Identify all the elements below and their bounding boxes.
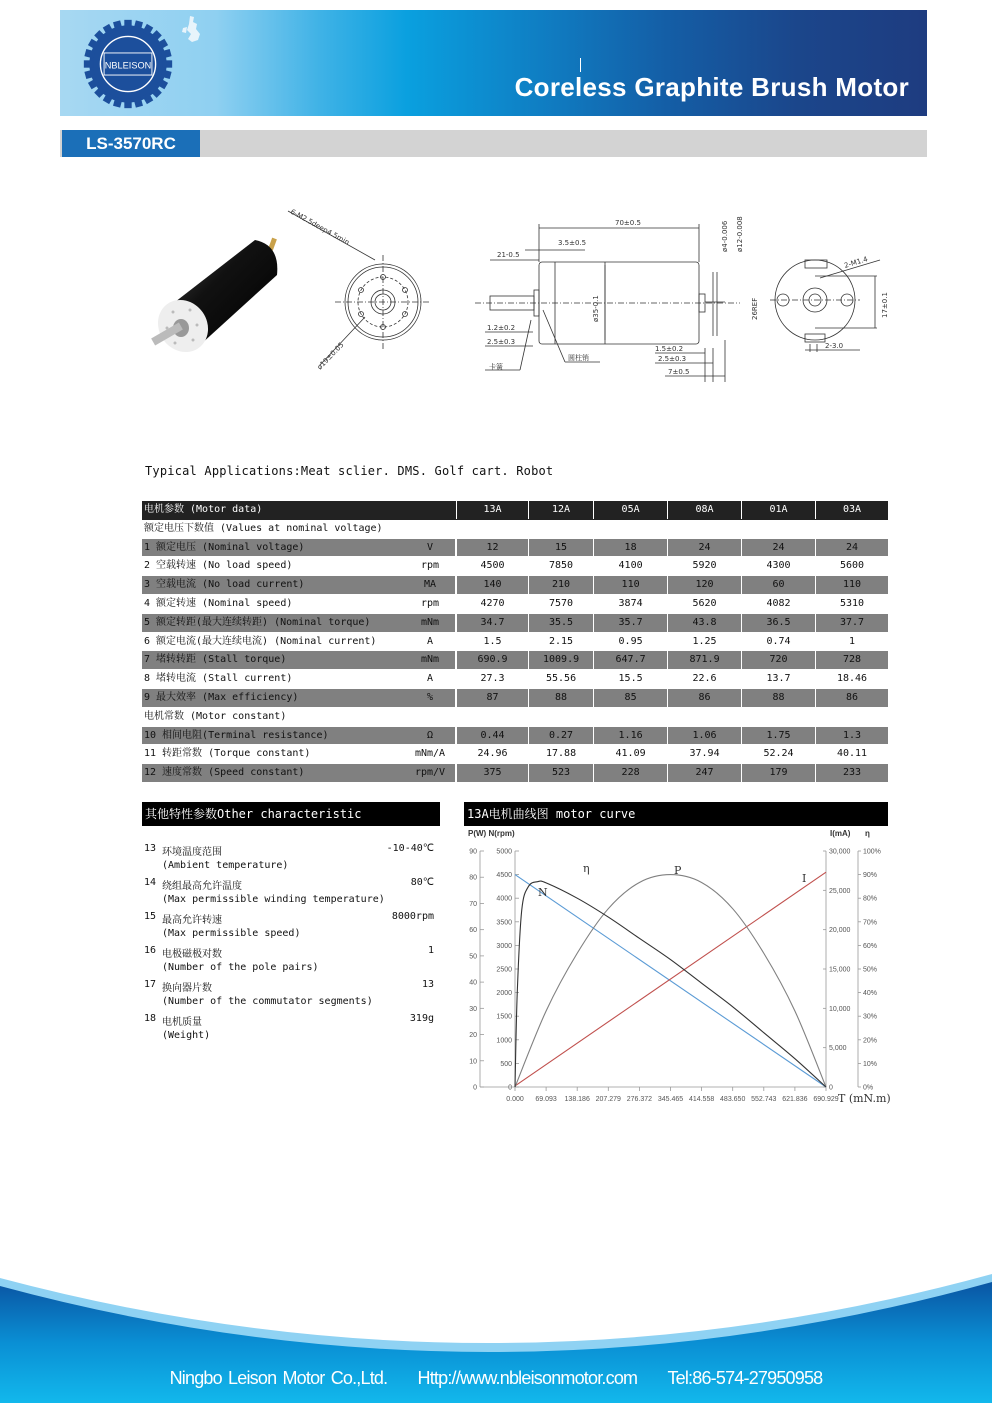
svg-text:26REF: 26REF bbox=[751, 297, 759, 320]
param-cn: 环境温度范围 bbox=[162, 847, 222, 858]
svg-text:I(mA): I(mA) bbox=[830, 829, 851, 838]
param-cn: 绕组最高允许温度 bbox=[162, 881, 242, 892]
row-label: 3 空载电流 (No load current) bbox=[144, 579, 305, 591]
svg-text:70: 70 bbox=[469, 900, 477, 908]
chart-title: 13A电机曲线图 motor curve bbox=[464, 802, 888, 826]
svg-text:90%: 90% bbox=[863, 872, 878, 880]
table-cell: 1.25 bbox=[667, 633, 741, 651]
param-item bbox=[142, 979, 440, 1013]
svg-text:10: 10 bbox=[469, 1058, 477, 1066]
table-cell: 1.5 bbox=[456, 633, 528, 651]
row-unit: mNm/A bbox=[414, 748, 446, 760]
table-cell: 0.74 bbox=[741, 633, 815, 651]
svg-text:40%: 40% bbox=[863, 990, 878, 998]
table-cell: 110 bbox=[815, 576, 888, 594]
svg-text:30%: 30% bbox=[863, 1013, 878, 1021]
param-num: 15 bbox=[144, 911, 157, 922]
svg-text:80: 80 bbox=[469, 874, 477, 882]
row-label: 4 额定转速 (Nominal speed) bbox=[144, 597, 293, 609]
svg-text:30,000: 30,000 bbox=[829, 848, 851, 856]
column-header-08a: 08A bbox=[667, 501, 741, 519]
header-divider bbox=[580, 58, 581, 72]
row-label: 电机常数 (Motor constant) bbox=[144, 710, 287, 722]
svg-text:30: 30 bbox=[469, 1005, 477, 1013]
row-label: 2 空载转速 (No load speed) bbox=[144, 560, 293, 572]
param-value: 13 bbox=[421, 979, 434, 990]
svg-text:0.000: 0.000 bbox=[506, 1096, 524, 1103]
side-view-drawing bbox=[455, 210, 760, 390]
svg-text:15,000: 15,000 bbox=[829, 966, 851, 974]
table-cell: 86 bbox=[667, 689, 741, 707]
table-cell: 523 bbox=[528, 764, 593, 782]
table-cell: 15 bbox=[528, 539, 593, 557]
svg-text:552.743: 552.743 bbox=[751, 1096, 777, 1103]
table-cell: 720 bbox=[741, 651, 815, 669]
table-cell: 1.3 bbox=[815, 727, 888, 745]
row-label: 6 额定电流(最大连续电流) (Nominal current) bbox=[144, 635, 377, 647]
table-cell: 24.96 bbox=[456, 745, 528, 763]
table-cell: 43.8 bbox=[667, 614, 741, 632]
param-value: 8000rpm bbox=[391, 911, 434, 922]
table-cell: 18 bbox=[593, 539, 667, 557]
svg-text:483.650: 483.650 bbox=[720, 1096, 746, 1103]
row-label: 9 最大效率 (Max efficiency) bbox=[144, 691, 299, 703]
table-row bbox=[142, 670, 888, 689]
svg-text:40: 40 bbox=[469, 979, 477, 987]
table-cell: 85 bbox=[593, 689, 667, 707]
series-efficiency-line bbox=[515, 881, 826, 1087]
column-header-03a: 03A bbox=[815, 501, 888, 519]
svg-text:100%: 100% bbox=[863, 848, 881, 856]
svg-text:345.465: 345.465 bbox=[657, 1096, 684, 1103]
table-header-row bbox=[142, 501, 888, 520]
table-row bbox=[142, 689, 888, 708]
table-cell: 35.5 bbox=[528, 614, 593, 632]
param-num: 16 bbox=[144, 945, 157, 956]
param-en: (Number of the commutator segments) bbox=[162, 996, 373, 1007]
param-value: 319g bbox=[409, 1013, 434, 1024]
svg-text:69.093: 69.093 bbox=[535, 1096, 557, 1103]
table-cell: 375 bbox=[456, 764, 528, 782]
svg-text:21-0.5: 21-0.5 bbox=[497, 251, 520, 259]
page-title: Coreless Graphite Brush Motor bbox=[514, 72, 909, 102]
svg-text:2.5±0.3: 2.5±0.3 bbox=[487, 338, 516, 346]
svg-text:2.5±0.3: 2.5±0.3 bbox=[658, 355, 687, 363]
param-value: 80℃ bbox=[410, 877, 434, 888]
svg-text:I: I bbox=[802, 872, 807, 885]
svg-text:η: η bbox=[583, 862, 590, 875]
table-cell: 55.56 bbox=[528, 670, 593, 688]
svg-text:ø35-0.1: ø35-0.1 bbox=[592, 295, 600, 322]
series-i-line bbox=[515, 872, 826, 1086]
table-cell: 13.7 bbox=[741, 670, 815, 688]
table-cell: 24 bbox=[667, 539, 741, 557]
table-cell: 5600 bbox=[815, 557, 888, 575]
table-cell: 1.75 bbox=[741, 727, 815, 745]
svg-text:20: 20 bbox=[469, 1032, 477, 1040]
svg-text:3500: 3500 bbox=[496, 919, 512, 927]
param-cn: 电机质量 bbox=[162, 1017, 202, 1028]
company-logo-gear-icon bbox=[82, 18, 174, 110]
table-cell: 247 bbox=[667, 764, 741, 782]
column-headers bbox=[456, 501, 888, 520]
row-unit: A bbox=[426, 635, 434, 647]
svg-text:2000: 2000 bbox=[496, 990, 512, 998]
row-label: 7 堵转转距 (Stall torque) bbox=[144, 654, 287, 666]
param-item bbox=[142, 945, 440, 979]
table-cell: 24 bbox=[741, 539, 815, 557]
table-cell: 7850 bbox=[528, 557, 593, 575]
row-label: 10 相间电阻(Terminal resistance) bbox=[144, 729, 329, 741]
footer-contact bbox=[0, 1368, 992, 1389]
svg-text:70±0.5: 70±0.5 bbox=[615, 219, 641, 227]
svg-text:17±0.1: 17±0.1 bbox=[881, 292, 889, 318]
svg-text:621.836: 621.836 bbox=[782, 1096, 808, 1103]
svg-text:NBLEISON: NBLEISON bbox=[104, 60, 152, 71]
table-body bbox=[142, 520, 888, 783]
svg-text:1500: 1500 bbox=[496, 1013, 512, 1021]
table-cell: 7570 bbox=[528, 595, 593, 613]
rear-view-drawing bbox=[765, 240, 895, 360]
param-item bbox=[142, 1013, 440, 1047]
svg-text:T (mN.m): T (mN.m) bbox=[838, 1092, 891, 1105]
table-cell: 1 bbox=[815, 633, 888, 651]
uk-map-icon bbox=[180, 14, 204, 50]
table-cell: 5310 bbox=[815, 595, 888, 613]
table-cell: 179 bbox=[741, 764, 815, 782]
table-cell: 34.7 bbox=[456, 614, 528, 632]
row-unit: mNm bbox=[420, 616, 440, 628]
row-unit: % bbox=[426, 691, 434, 703]
header-banner bbox=[60, 10, 927, 116]
svg-text:1000: 1000 bbox=[496, 1037, 512, 1045]
table-cell: 37.94 bbox=[667, 745, 741, 763]
table-cell: 12 bbox=[456, 539, 528, 557]
row-label: 额定电压下数值 (Values at nominal voltage) bbox=[144, 522, 383, 534]
table-cell: 4300 bbox=[741, 557, 815, 575]
svg-text:50: 50 bbox=[469, 953, 477, 961]
svg-text:2-3.0: 2-3.0 bbox=[825, 342, 844, 350]
svg-text:414.558: 414.558 bbox=[688, 1096, 715, 1103]
table-row bbox=[142, 614, 888, 633]
svg-text:276.372: 276.372 bbox=[626, 1096, 653, 1103]
table-cell: 40.11 bbox=[815, 745, 888, 763]
row-label: 11 转距常数 (Torque constant) bbox=[144, 748, 311, 760]
svg-text:圆柱销: 圆柱销 bbox=[568, 354, 589, 362]
motor-data-table bbox=[142, 501, 888, 783]
table-row bbox=[142, 595, 888, 614]
table-cell: 87 bbox=[456, 689, 528, 707]
table-cell: 1.06 bbox=[667, 727, 741, 745]
table-cell: 24 bbox=[815, 539, 888, 557]
svg-text:6-M2.5deep4.5min: 6-M2.5deep4.5min bbox=[289, 207, 351, 247]
svg-text:2500: 2500 bbox=[496, 966, 512, 974]
row-unit: A bbox=[426, 673, 434, 685]
row-label: 1 额定电压 (Nominal voltage) bbox=[144, 541, 305, 553]
param-en: (Ambient temperature) bbox=[162, 860, 289, 871]
svg-text:ø19±0.05: ø19±0.05 bbox=[315, 340, 346, 372]
table-cell: 3874 bbox=[593, 595, 667, 613]
row-unit: mNm bbox=[420, 654, 440, 666]
svg-text:7±0.5: 7±0.5 bbox=[668, 368, 690, 376]
table-cell: 0.95 bbox=[593, 633, 667, 651]
svg-text:ø4-0.006: ø4-0.006 bbox=[721, 220, 729, 252]
row-label: 8 堵转电流 (Stall current) bbox=[144, 673, 293, 685]
svg-text:0%: 0% bbox=[863, 1084, 874, 1092]
column-header-12a: 12A bbox=[528, 501, 593, 519]
column-header-13a: 13A bbox=[456, 501, 528, 519]
table-cell: 88 bbox=[741, 689, 815, 707]
front-view-drawing bbox=[280, 205, 455, 380]
param-cn: 最高允许转速 bbox=[162, 915, 222, 926]
svg-text:25,000: 25,000 bbox=[829, 887, 851, 895]
footer-website-link[interactable]: Http://www.nbleisonmotor.com bbox=[417, 1368, 638, 1388]
row-unit: MA bbox=[423, 579, 437, 591]
table-row bbox=[142, 633, 888, 652]
svg-text:η: η bbox=[865, 829, 870, 838]
table-cell: 0.44 bbox=[456, 727, 528, 745]
svg-text:138.186: 138.186 bbox=[564, 1096, 590, 1103]
table-cell: 120 bbox=[667, 576, 741, 594]
table-row bbox=[142, 727, 888, 746]
table-cell: 4500 bbox=[456, 557, 528, 575]
table-row bbox=[142, 651, 888, 670]
svg-text:3.5±0.5: 3.5±0.5 bbox=[558, 239, 587, 247]
svg-text:4000: 4000 bbox=[496, 895, 512, 903]
svg-text:10%: 10% bbox=[863, 1060, 878, 1068]
table-header-label: 电机参数 (Motor data) bbox=[144, 504, 263, 515]
svg-text:3000: 3000 bbox=[496, 942, 512, 950]
svg-text:50%: 50% bbox=[863, 966, 878, 974]
param-en: (Weight) bbox=[162, 1030, 211, 1041]
param-num: 14 bbox=[144, 877, 157, 888]
table-row bbox=[142, 764, 888, 783]
svg-text:卡簧: 卡簧 bbox=[489, 363, 503, 371]
table-cell: 60 bbox=[741, 576, 815, 594]
table-cell: 5620 bbox=[667, 595, 741, 613]
svg-text:5000: 5000 bbox=[496, 848, 512, 856]
table-cell: 17.88 bbox=[528, 745, 593, 763]
svg-text:60: 60 bbox=[469, 927, 477, 935]
svg-text:ø12-0.008: ø12-0.008 bbox=[736, 216, 744, 252]
table-cell: 1.16 bbox=[593, 727, 667, 745]
param-item bbox=[142, 911, 440, 945]
svg-text:1.2±0.2: 1.2±0.2 bbox=[487, 324, 516, 332]
table-cell: 52.24 bbox=[741, 745, 815, 763]
motor-product-photo bbox=[145, 230, 285, 360]
svg-text:90: 90 bbox=[469, 848, 477, 856]
svg-text:20,000: 20,000 bbox=[829, 927, 851, 935]
param-item bbox=[142, 877, 440, 911]
param-num: 13 bbox=[144, 843, 157, 854]
svg-text:500: 500 bbox=[500, 1060, 512, 1068]
svg-text:0: 0 bbox=[508, 1084, 512, 1092]
table-cell: 647.7 bbox=[593, 651, 667, 669]
svg-text:0: 0 bbox=[473, 1084, 477, 1092]
table-cell: 1009.9 bbox=[528, 651, 593, 669]
table-cell: 228 bbox=[593, 764, 667, 782]
param-en: (Max permissible winding temperature) bbox=[162, 894, 385, 905]
table-row bbox=[142, 745, 888, 764]
param-value: 1 bbox=[427, 945, 434, 956]
svg-text:P(W) N(rpm): P(W) N(rpm) bbox=[468, 829, 515, 838]
table-cell: 4100 bbox=[593, 557, 667, 575]
param-num: 17 bbox=[144, 979, 157, 990]
motor-curve-chart bbox=[460, 826, 892, 1110]
svg-text:5,000: 5,000 bbox=[829, 1045, 847, 1053]
table-cell: 5920 bbox=[667, 557, 741, 575]
table-row bbox=[142, 576, 888, 595]
row-unit: Ω bbox=[426, 729, 434, 741]
table-row bbox=[142, 520, 888, 539]
row-unit: V bbox=[426, 541, 434, 553]
row-label: 5 额定转距(最大连续转距) (Nominal torque) bbox=[144, 616, 371, 628]
svg-text:10,000: 10,000 bbox=[829, 1005, 851, 1013]
svg-text:207.279: 207.279 bbox=[595, 1096, 621, 1103]
row-unit: rpm bbox=[420, 597, 440, 609]
column-header-01a: 01A bbox=[741, 501, 815, 519]
table-cell: 41.09 bbox=[593, 745, 667, 763]
typical-applications: Typical Applications:Meat sclier. DMS. Golf cart. Robot bbox=[145, 464, 554, 478]
table-cell: 690.9 bbox=[456, 651, 528, 669]
table-cell: 88 bbox=[528, 689, 593, 707]
table-row bbox=[142, 708, 888, 727]
table-cell: 210 bbox=[528, 576, 593, 594]
svg-text:80%: 80% bbox=[863, 895, 878, 903]
other-params-title: 其他特性参数Other characteristic parameters bbox=[142, 802, 440, 826]
table-cell: 2.15 bbox=[528, 633, 593, 651]
table-cell: 4270 bbox=[456, 595, 528, 613]
table-cell: 35.7 bbox=[593, 614, 667, 632]
table-cell: 18.46 bbox=[815, 670, 888, 688]
table-cell: 4082 bbox=[741, 595, 815, 613]
row-unit: rpm bbox=[420, 560, 440, 572]
table-cell: 15.5 bbox=[593, 670, 667, 688]
row-unit: rpm/V bbox=[414, 767, 446, 779]
table-row bbox=[142, 539, 888, 558]
param-cn: 换向器片数 bbox=[162, 983, 212, 994]
table-cell: 27.3 bbox=[456, 670, 528, 688]
table-cell: 22.6 bbox=[667, 670, 741, 688]
svg-text:0: 0 bbox=[829, 1084, 833, 1092]
param-cn: 电极磁极对数 bbox=[162, 949, 222, 960]
svg-text:1.5±0.2: 1.5±0.2 bbox=[655, 345, 684, 353]
table-cell: 37.7 bbox=[815, 614, 888, 632]
svg-text:60%: 60% bbox=[863, 942, 878, 950]
param-num: 18 bbox=[144, 1013, 157, 1024]
param-item bbox=[142, 843, 440, 877]
param-value: -10-40℃ bbox=[386, 843, 434, 854]
table-cell: 36.5 bbox=[741, 614, 815, 632]
svg-text:4500: 4500 bbox=[496, 872, 512, 880]
footer-tel: Tel:86-574-27950958 bbox=[667, 1368, 823, 1388]
svg-text:690.929: 690.929 bbox=[813, 1096, 839, 1103]
svg-text:70%: 70% bbox=[863, 919, 878, 927]
svg-text:2-M1.4: 2-M1.4 bbox=[843, 255, 869, 270]
table-cell: 86 bbox=[815, 689, 888, 707]
table-cell: 0.27 bbox=[528, 727, 593, 745]
param-en: (Max permissible speed) bbox=[162, 928, 301, 939]
param-en: (Number of the pole pairs) bbox=[162, 962, 319, 973]
table-cell: 871.9 bbox=[667, 651, 741, 669]
column-header-05a: 05A bbox=[593, 501, 667, 519]
table-cell: 233 bbox=[815, 764, 888, 782]
table-row bbox=[142, 557, 888, 576]
footer-company: Ningbo Leison Motor Co.,Ltd. bbox=[169, 1368, 388, 1388]
table-cell: 140 bbox=[456, 576, 528, 594]
svg-text:20%: 20% bbox=[863, 1037, 878, 1045]
svg-text:P: P bbox=[674, 864, 682, 877]
other-params-list bbox=[142, 843, 440, 1047]
table-cell: 110 bbox=[593, 576, 667, 594]
svg-text:N: N bbox=[538, 886, 548, 899]
row-label: 12 速度常数 (Speed constant) bbox=[144, 767, 305, 779]
table-cell: 728 bbox=[815, 651, 888, 669]
model-number: LS-3570RC bbox=[62, 130, 200, 157]
